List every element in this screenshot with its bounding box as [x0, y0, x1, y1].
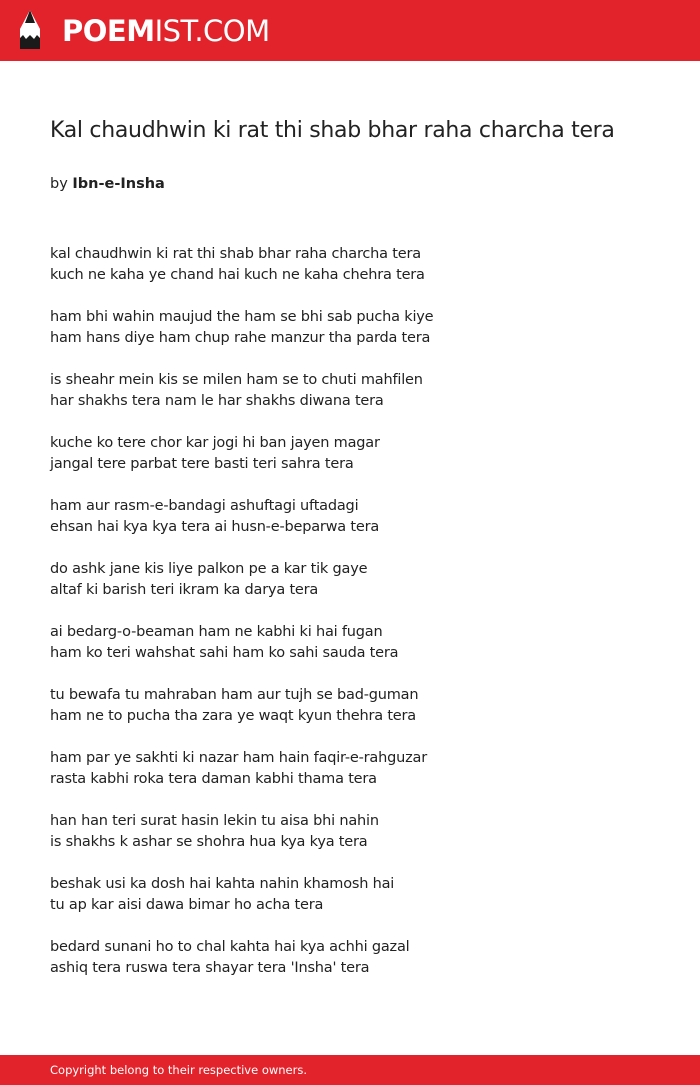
site-footer: [0, 1055, 700, 1085]
poem-title: Kal chaudhwin ki rat thi shab bhar raha charcha tera: [50, 118, 615, 143]
poem-line: kuche ko tere chor kar jogi hi ban jayen magar: [50, 435, 380, 451]
poem-body: [50, 244, 650, 1000]
stanza: [50, 307, 650, 370]
poem-line: ehsan hai kya kya tera ai husn-e-beparwa tera: [50, 519, 380, 535]
poem-line: rasta kabhi roka tera daman kabhi thama tera: [50, 771, 377, 787]
stanza: [50, 622, 650, 685]
copyright-notice: Copyright belong to their respective owners.: [50, 1063, 308, 1077]
poem-line: ham ne to pucha tha zara ye waqt kyun thehra tera: [50, 708, 416, 724]
logo-text-light: IST.COM: [154, 14, 270, 48]
pen-nib-icon[interactable]: [17, 9, 43, 51]
stanza: [50, 244, 650, 307]
poem-line: ham ko teri wahshat sahi ham ko sahi sauda tera: [50, 645, 399, 661]
stanza: [50, 748, 650, 811]
by-label: by: [50, 176, 68, 192]
stanza: [50, 559, 650, 622]
poem-line: kal chaudhwin ki rat thi shab bhar raha charcha tera: [50, 246, 421, 262]
poem-line: is shakhs k ashar se shohra hua kya kya tera: [50, 834, 368, 850]
poem-line: tu bewafa tu mahraban ham aur tujh se bad-guman: [50, 687, 419, 703]
site-logo-link[interactable]: [62, 12, 270, 50]
poem-line: ashiq tera ruswa tera shayar tera 'Insha' tera: [50, 960, 370, 976]
site-header: [0, 0, 700, 61]
poem-line: ham aur rasm-e-bandagi ashuftagi uftadagi: [50, 498, 359, 514]
poem-line: jangal tere parbat tere basti teri sahra tera: [50, 456, 354, 472]
poem-line: ai bedarg-o-beaman ham ne kabhi ki hai fugan: [50, 624, 383, 640]
poem-line: ham hans diye ham chup rahe manzur tha parda tera: [50, 330, 431, 346]
poem-author: Ibn-e-Insha: [72, 176, 165, 192]
stanza: [50, 433, 650, 496]
poem-line: bedard sunani ho to chal kahta hai kya achhi gazal: [50, 939, 410, 955]
poem-line: is sheahr mein kis se milen ham se to chuti mahfilen: [50, 372, 423, 388]
poem-line: han han teri surat hasin lekin tu aisa bhi nahin: [50, 813, 379, 829]
stanza: [50, 370, 650, 433]
stanza: [50, 937, 650, 1000]
poem-line: altaf ki barish teri ikram ka darya tera: [50, 582, 319, 598]
poem-line: ham par ye sakhti ki nazar ham hain faqir-e-rahguzar: [50, 750, 427, 766]
poem-line: beshak usi ka dosh hai kahta nahin khamosh hai: [50, 876, 395, 892]
stanza: [50, 811, 650, 874]
logo-text-bold: POEM: [62, 14, 155, 48]
stanza: [50, 685, 650, 748]
poem-line: kuch ne kaha ye chand hai kuch ne kaha chehra tera: [50, 267, 425, 283]
poem-byline: [50, 174, 165, 194]
stanza: [50, 496, 650, 559]
poem-line: har shakhs tera nam le har shakhs diwana tera: [50, 393, 384, 409]
poem-line: do ashk jane kis liye palkon pe a kar tik gaye: [50, 561, 368, 577]
poem-line: ham bhi wahin maujud the ham se bhi sab pucha kiye: [50, 309, 434, 325]
stanza: [50, 874, 650, 937]
poem-line: tu ap kar aisi dawa bimar ho acha tera: [50, 897, 324, 913]
